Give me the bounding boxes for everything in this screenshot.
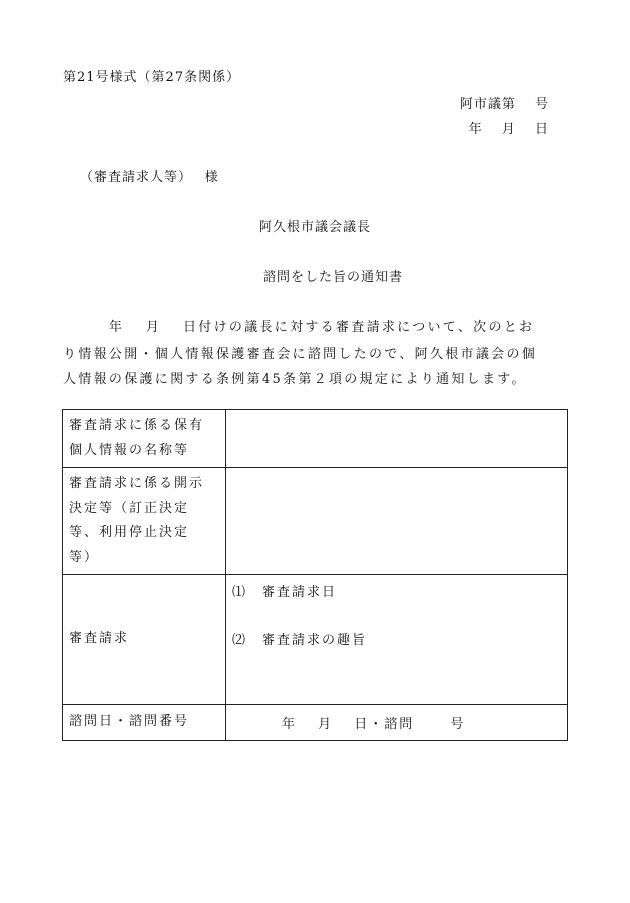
consultation-date-number-text: 年 月 日・諮問 号 — [282, 717, 466, 732]
label-line: 決定等（訂正決定 — [69, 500, 190, 516]
details-table — [62, 409, 568, 741]
disclosure-decision-value — [226, 468, 568, 575]
label-line: 審査請求に係る保有 — [69, 418, 205, 433]
document-title: 諮問をした旨の通知書 — [263, 270, 404, 285]
held-info-name-value — [226, 410, 568, 468]
review-request-label: 審査請求 — [63, 575, 226, 705]
reference-number: 阿市議第 号 — [459, 97, 549, 112]
review-request-purpose-item: ⑵ 審査請求の趣旨 — [232, 633, 368, 648]
table-row — [63, 410, 568, 468]
review-request-date-item: ⑴ 審査請求日 — [232, 585, 338, 600]
body-text-line-2: り情報公開・個人情報保護審査会に諮問したので、阿久根市議会の個 — [63, 347, 538, 362]
issue-date: 年 月 日 — [468, 122, 549, 137]
table-row — [63, 575, 568, 705]
sender: 阿久根市議会議長 — [259, 220, 372, 235]
addressee: （審査請求人等） 様 — [80, 170, 219, 185]
disclosure-decision-label — [63, 468, 226, 575]
label-line: 等、利用停止決定 — [69, 525, 190, 540]
consultation-date-number-label: 諮問日・諮問番号 — [63, 705, 226, 741]
table-row — [63, 705, 568, 741]
form-number: 第21号様式（第27条関係） — [63, 70, 241, 85]
label-line: 等） — [69, 549, 100, 565]
table-row — [63, 468, 568, 575]
body-text-line-1: 年 月 日付けの議長に対する審査請求について、次のとお — [63, 320, 535, 335]
body-text-line-3: 人情報の保護に関する条例第45条第２項の規定により通知します。 — [63, 372, 527, 387]
label-line: 審査請求に係る開示 — [69, 476, 205, 491]
review-request-value — [226, 575, 568, 705]
consultation-date-number-value — [226, 705, 568, 741]
label-line: 個人情報の名称等 — [69, 442, 190, 458]
held-info-name-label — [63, 410, 226, 468]
